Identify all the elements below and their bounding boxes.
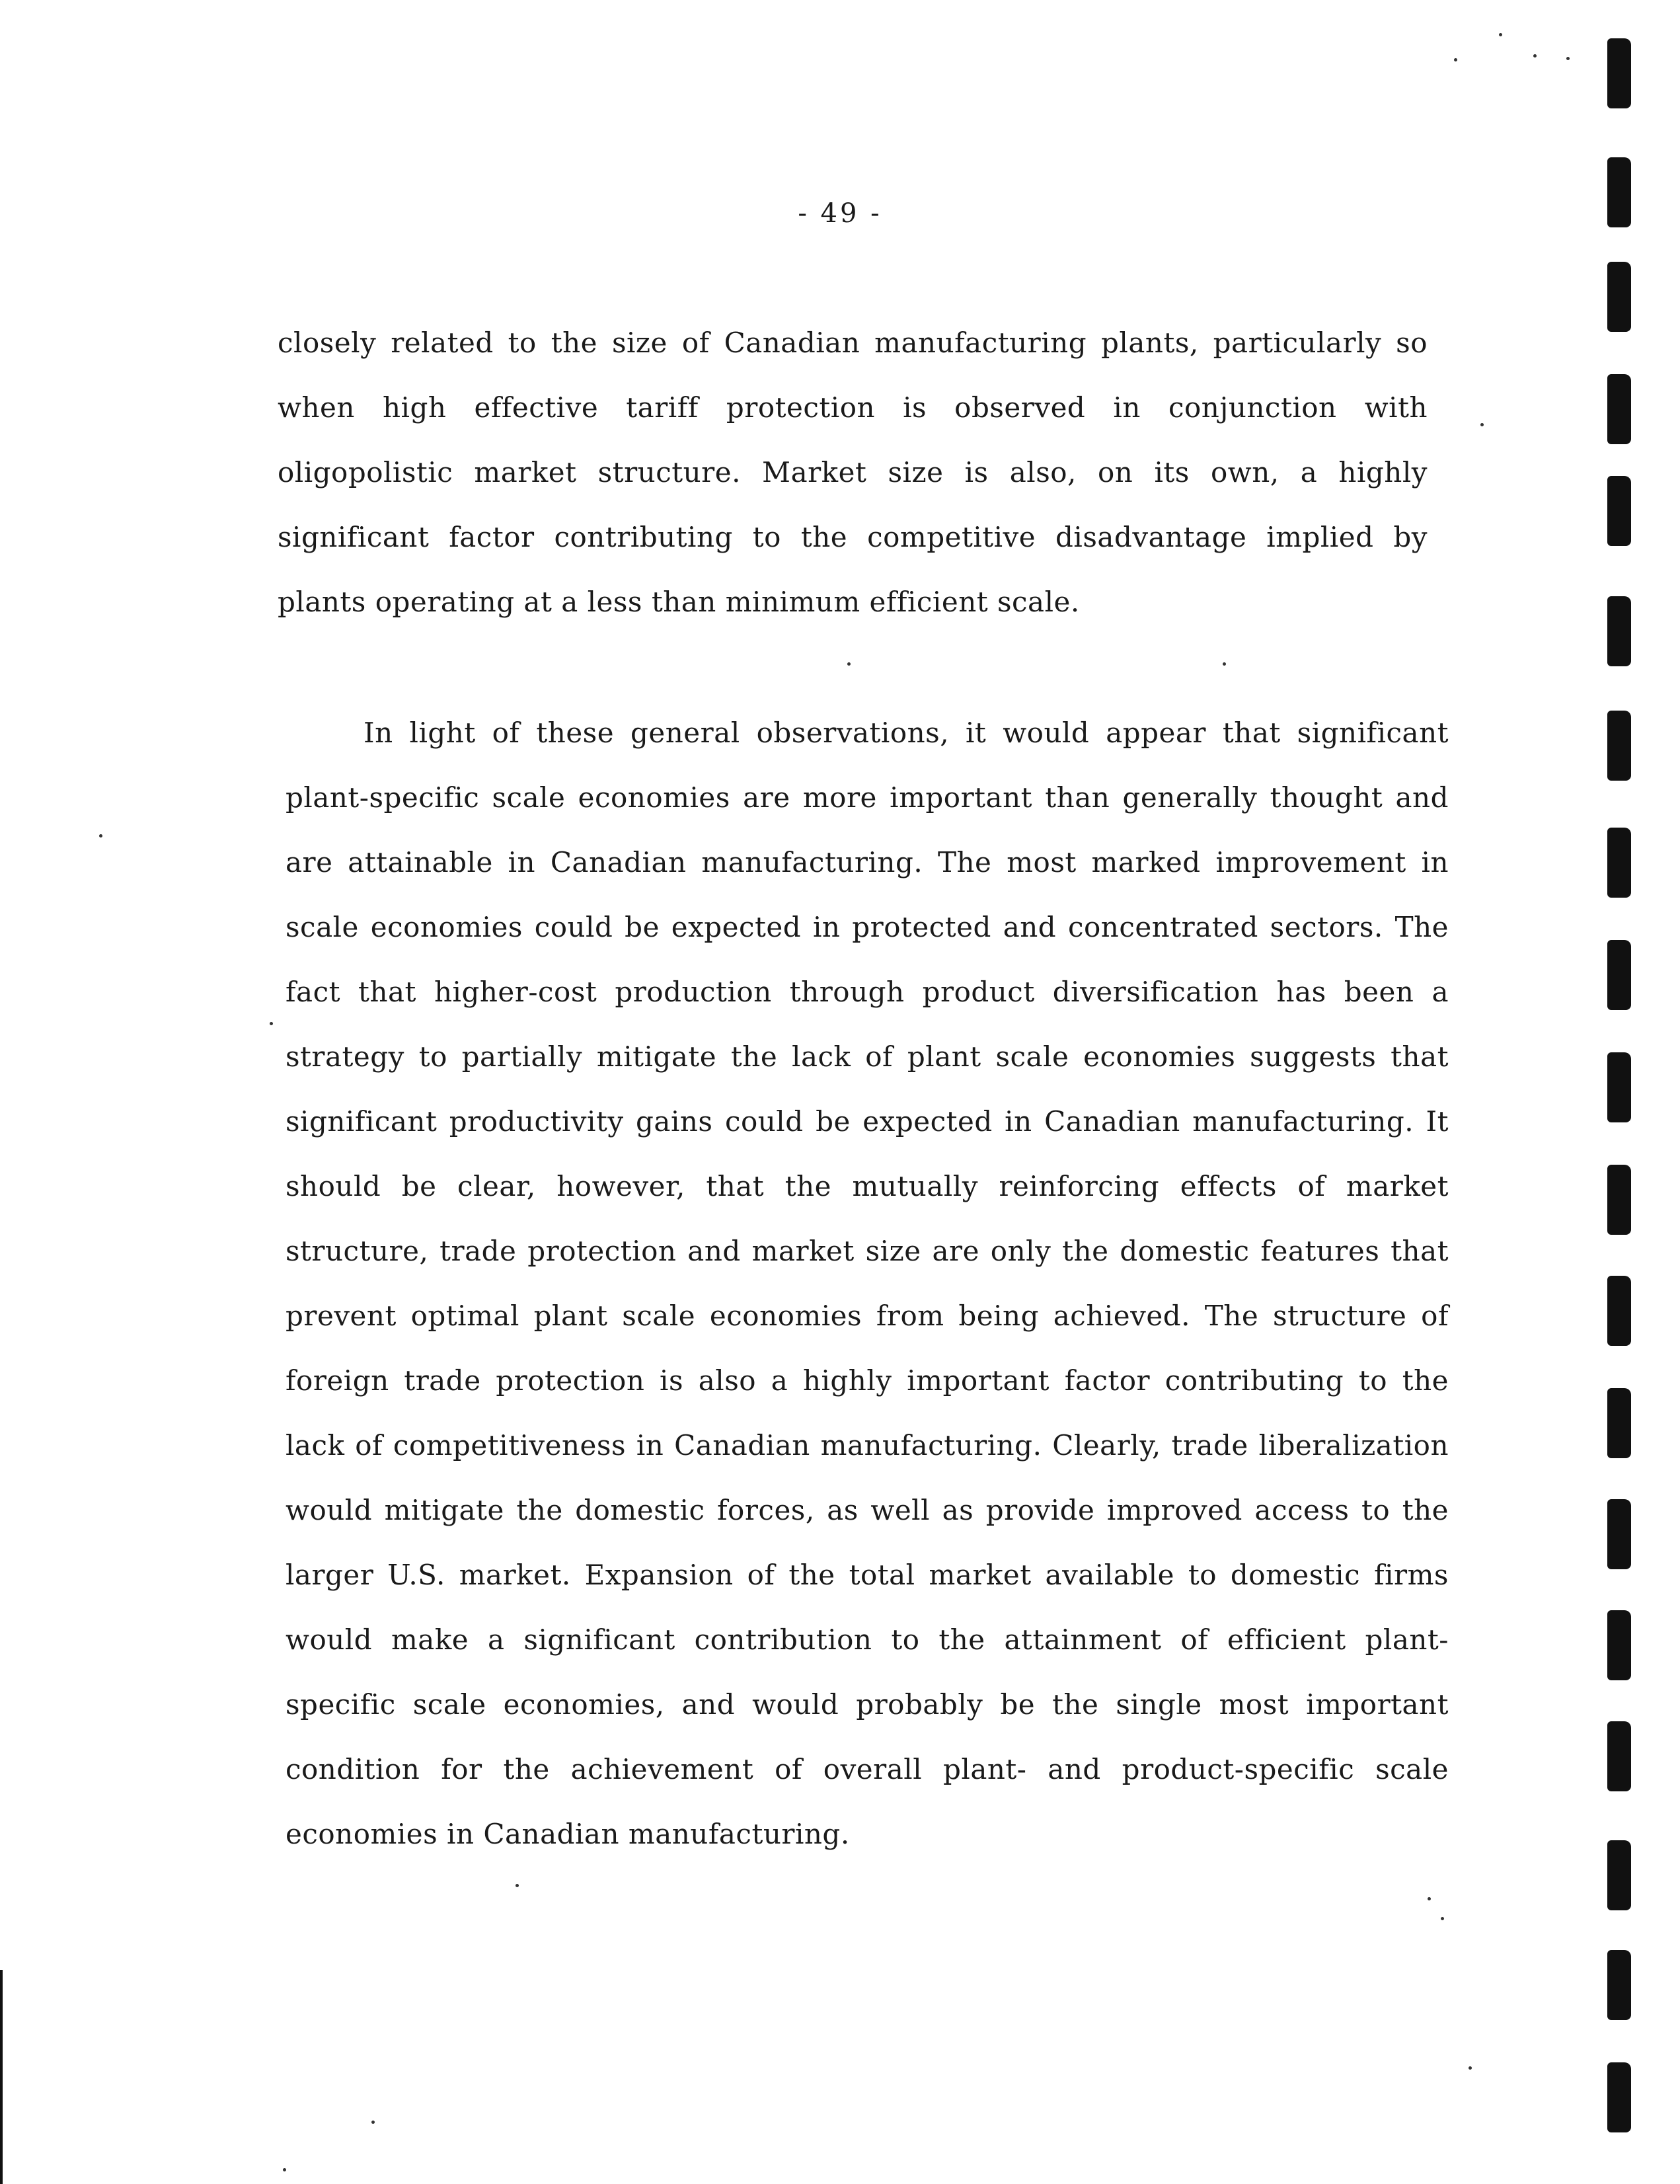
speck <box>99 834 102 838</box>
binding-hole <box>1607 711 1631 781</box>
scan-edge-mark <box>0 1970 3 2184</box>
speck <box>270 1022 273 1025</box>
binding-hole <box>1607 1165 1631 1235</box>
binding-hole <box>1607 374 1631 444</box>
speck <box>1441 1917 1444 1920</box>
paragraph-2: In light of these general observations, it would appear that significant plant-specific scale economies are more important than generally thought and are attainable in Canadian manufacturing. The most marked improvement in scale economies could be expected in protected and concentrated sectors. The fact that higher-cost production through product diversification has been a strategy to partially mitigate the lack of plant scale economies suggests that significant productivity gains could be expected in Canadian manufacturing. It should be clear, however, that the mutually reinforcing effects of market structure, trade protection and market size are only the domestic features that prevent optimal plant scale economies from being achieved. The structure of foreign trade protection is also a highly important factor contributing to the lack of competitiveness in Canadian manufacturing. Clearly, trade liberalization would mitigate the domestic forces, as well as provide improved access to the larger U.S. market. Expansion of the total market available to domestic firms would make a significant contribution to the attainment of efficient plant-specific scale economies, and would probably be the single most important condition for the achievement of overall plant- and product-specific scale economies in Canadian manufacturing. <box>286 717 1449 1850</box>
speck <box>1566 57 1570 60</box>
binding-hole <box>1607 262 1631 332</box>
binding-hole <box>1607 1276 1631 1346</box>
binding-hole <box>1607 596 1631 666</box>
speck <box>1480 423 1484 426</box>
binding-hole <box>1607 1052 1631 1122</box>
binding-hole <box>1607 940 1631 1010</box>
paragraph-1: closely related to the size of Canadian manufacturing plants, particularly so when high effective tariff protection is observed in conjunction with oligopolistic market structure. Market size is also, on its own, a highly significant factor contributing to the competitive disadvantage implied by plants operating at a less than minimum efficient scale. <box>278 327 1428 618</box>
speck <box>1499 33 1502 36</box>
binding-hole <box>1607 1388 1631 1458</box>
binding-hole <box>1607 1499 1631 1569</box>
speck <box>283 2168 286 2171</box>
binding-hole <box>1607 38 1631 108</box>
binding-holes <box>1574 0 1680 2184</box>
speck <box>515 1884 519 1887</box>
binding-hole <box>1607 1610 1631 1680</box>
speck <box>1223 662 1226 666</box>
binding-hole <box>1607 2062 1631 2132</box>
binding-hole <box>1607 157 1631 227</box>
page-number: - 49 - <box>798 198 882 229</box>
speck <box>1428 1897 1431 1900</box>
binding-hole <box>1607 1950 1631 2020</box>
speck <box>1533 54 1537 58</box>
binding-hole <box>1607 1840 1631 1910</box>
binding-hole <box>1607 1721 1631 1791</box>
speck <box>371 2121 375 2124</box>
binding-hole <box>1607 476 1631 546</box>
speck <box>1469 2066 1472 2070</box>
binding-hole <box>1607 828 1631 898</box>
speck <box>1454 58 1457 61</box>
speck <box>847 662 851 666</box>
